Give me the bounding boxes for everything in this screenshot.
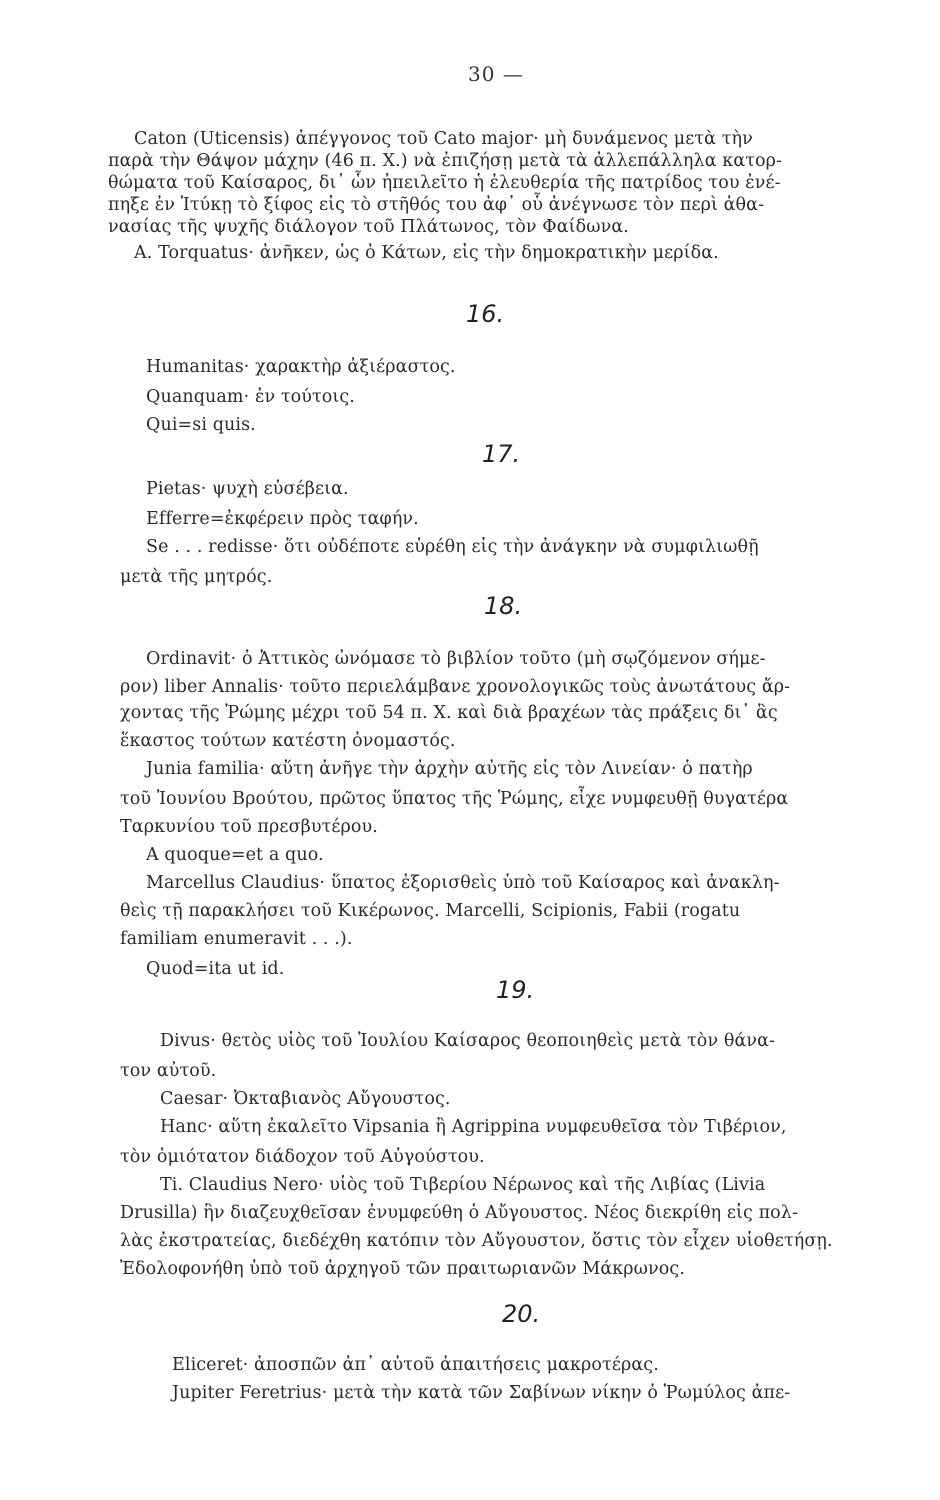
text-line: παρὰ τὴν Θάψον μάχην (46 π. Χ.) νὰ ἐπιζήσῃ μετὰ τὰ ἀλλεπάλληλα κατορ- — [108, 151, 783, 171]
text-line: Pietas· ψυχὴ εὐσέβεια. — [146, 479, 349, 499]
text-line: Marcellus Claudius· ὕπατος ἐξορισθεὶς ὑπὸ τοῦ Καίσαρος καὶ ἀνακλη- — [146, 873, 780, 893]
text-line: ἕκαστος τούτων κατέστη ὀνομαστός. — [120, 731, 456, 751]
text-line: Eliceret· ἀποσπῶν ἀπ᾽ αὐτοῦ ἀπαιτήσεις μακροτέρας. — [172, 1355, 659, 1375]
text-line: Efferre=ἐκφέρειν πρὸς ταφήν. — [146, 509, 419, 529]
page-number: 30 — — [468, 62, 524, 86]
text-line: τον αὐτοῦ. — [120, 1061, 217, 1081]
text-line: Se . . . redisse· ὅτι οὐδέποτε εὑρέθη εἰς τὴν ἀνάγκην νὰ συμφιλιωθῇ — [146, 537, 759, 557]
text-line: Humanitas· χαρακτὴρ ἀξιέραστος. — [146, 357, 456, 377]
text-line: A. Torquatus· ἀνῆκεν, ὡς ὁ Κάτων, εἰς τὴν δημοκρατικὴν μερίδα. — [134, 243, 719, 263]
text-line: χοντας τῆς Ῥώμης μέχρι τοῦ 54 π. Χ. καὶ διὰ βραχέων τὰς πράξεις δι᾽ ἃς — [120, 703, 778, 723]
section-number: 20. — [502, 1300, 541, 1328]
text-line: Ti. Claudius Nero· υἱὸς τοῦ Τιβερίου Νέρωνος καὶ τῆς Λιβίας (Livia — [160, 1175, 766, 1195]
text-line: Caesar· Ὀκταβιανὸς Αὔγουστος. — [160, 1089, 451, 1109]
text-line: θεὶς τῇ παρακλήσει τοῦ Κικέρωνος. Marcelli, Scipionis, Fabii (rogatu — [120, 901, 741, 921]
text-line: Ordinavit· ὁ Ἀττικὸς ὠνόμασε τὸ βιβλίον τοῦτο (μὴ σῳζόμενον σήμε- — [146, 649, 766, 669]
text-line: νασίας τῆς ψυχῆς διάλογον τοῦ Πλάτωνος, τὸν Φαίδωνα. — [108, 217, 629, 237]
text-line: μετὰ τῆς μητρός. — [120, 567, 273, 587]
text-line: Ταρκυνίου τοῦ πρεσβυτέρου. — [120, 817, 378, 837]
text-line: Quod=ita ut id. — [146, 959, 285, 979]
section-number: 18. — [484, 592, 523, 620]
text-line: familiam enumeravit . . .). — [120, 929, 353, 949]
text-line: Hanc· αὕτη ἐκαλεῖτο Vipsania ἢ Agrippina νυμφευθεῖσα τὸν Τιβέριον, — [160, 1117, 787, 1137]
text-line: Drusilla) ἣν διαζευχθεῖσαν ἐνυμφεύθη ὁ Αὔγουστος. Νέος διεκρίθη εἰς πολ- — [120, 1203, 799, 1223]
text-line: Ἐδολοφονήθη ὑπὸ τοῦ ἀρχηγοῦ τῶν πραιτωριανῶν Μάκρωνος. — [120, 1259, 685, 1279]
text-line: πηξε ἐν Ἰτύκῃ τὸ ξίφος εἰς τὸ στῆθός του ἀφ᾽ οὗ ἀνέγνωσε τὸν περὶ ἀθα- — [108, 195, 765, 215]
section-number: 16. — [466, 300, 505, 328]
text-line: τὸν ὁμιότατον διάδοχον τοῦ Αὐγούστου. — [120, 1147, 485, 1167]
text-line: θώματα τοῦ Καίσαρος, δι᾽ ὧν ἠπειλεῖτο ἡ ἐλευθερία τῆς πατρίδος του ἐνέ- — [108, 173, 781, 193]
text-line: Caton (Uticensis) ἀπέγγονος τοῦ Cato major· μὴ δυνάμενος μετὰ τὴν — [134, 129, 753, 149]
text-line: Qui=si quis. — [146, 415, 256, 435]
text-line: τοῦ Ἰουνίου Βρούτου, πρῶτος ὕπατος τῆς Ῥώμης, εἶχε νυμφευθῇ θυγατέρα — [120, 789, 789, 809]
text-line: λὰς ἐκστρατείας, διεδέχθη κατόπιν τὸν Αὔγουστον, ὅστις τὸν εἶχεν υἱοθετήσῃ. — [120, 1231, 833, 1251]
text-line: ρον) liber Annalis· τοῦτο περιελάμβανε χρονολογικῶς τοὺς ἀνωτάτους ἄρ- — [120, 677, 791, 697]
section-number: 17. — [482, 440, 521, 468]
text-line: Divus· θετὸς υἱὸς τοῦ Ἰουλίου Καίσαρος θεοποιηθεὶς μετὰ τὸν θάνα- — [160, 1031, 776, 1051]
text-line: Junia familia· αὕτη ἀνῆγε τὴν ἀρχὴν αὐτῆς εἰς τὸν Λινείαν· ὁ πατὴρ — [146, 759, 753, 779]
section-number: 19. — [496, 976, 535, 1004]
text-line: Quanquam· ἐν τούτοις. — [146, 387, 355, 407]
text-line: Jupiter Feretrius· μετὰ τὴν κατὰ τῶν Σαβίνων νίκην ὁ Ῥωμύλος ἀπε- — [172, 1383, 791, 1403]
text-line: A quoque=et a quo. — [146, 845, 324, 865]
